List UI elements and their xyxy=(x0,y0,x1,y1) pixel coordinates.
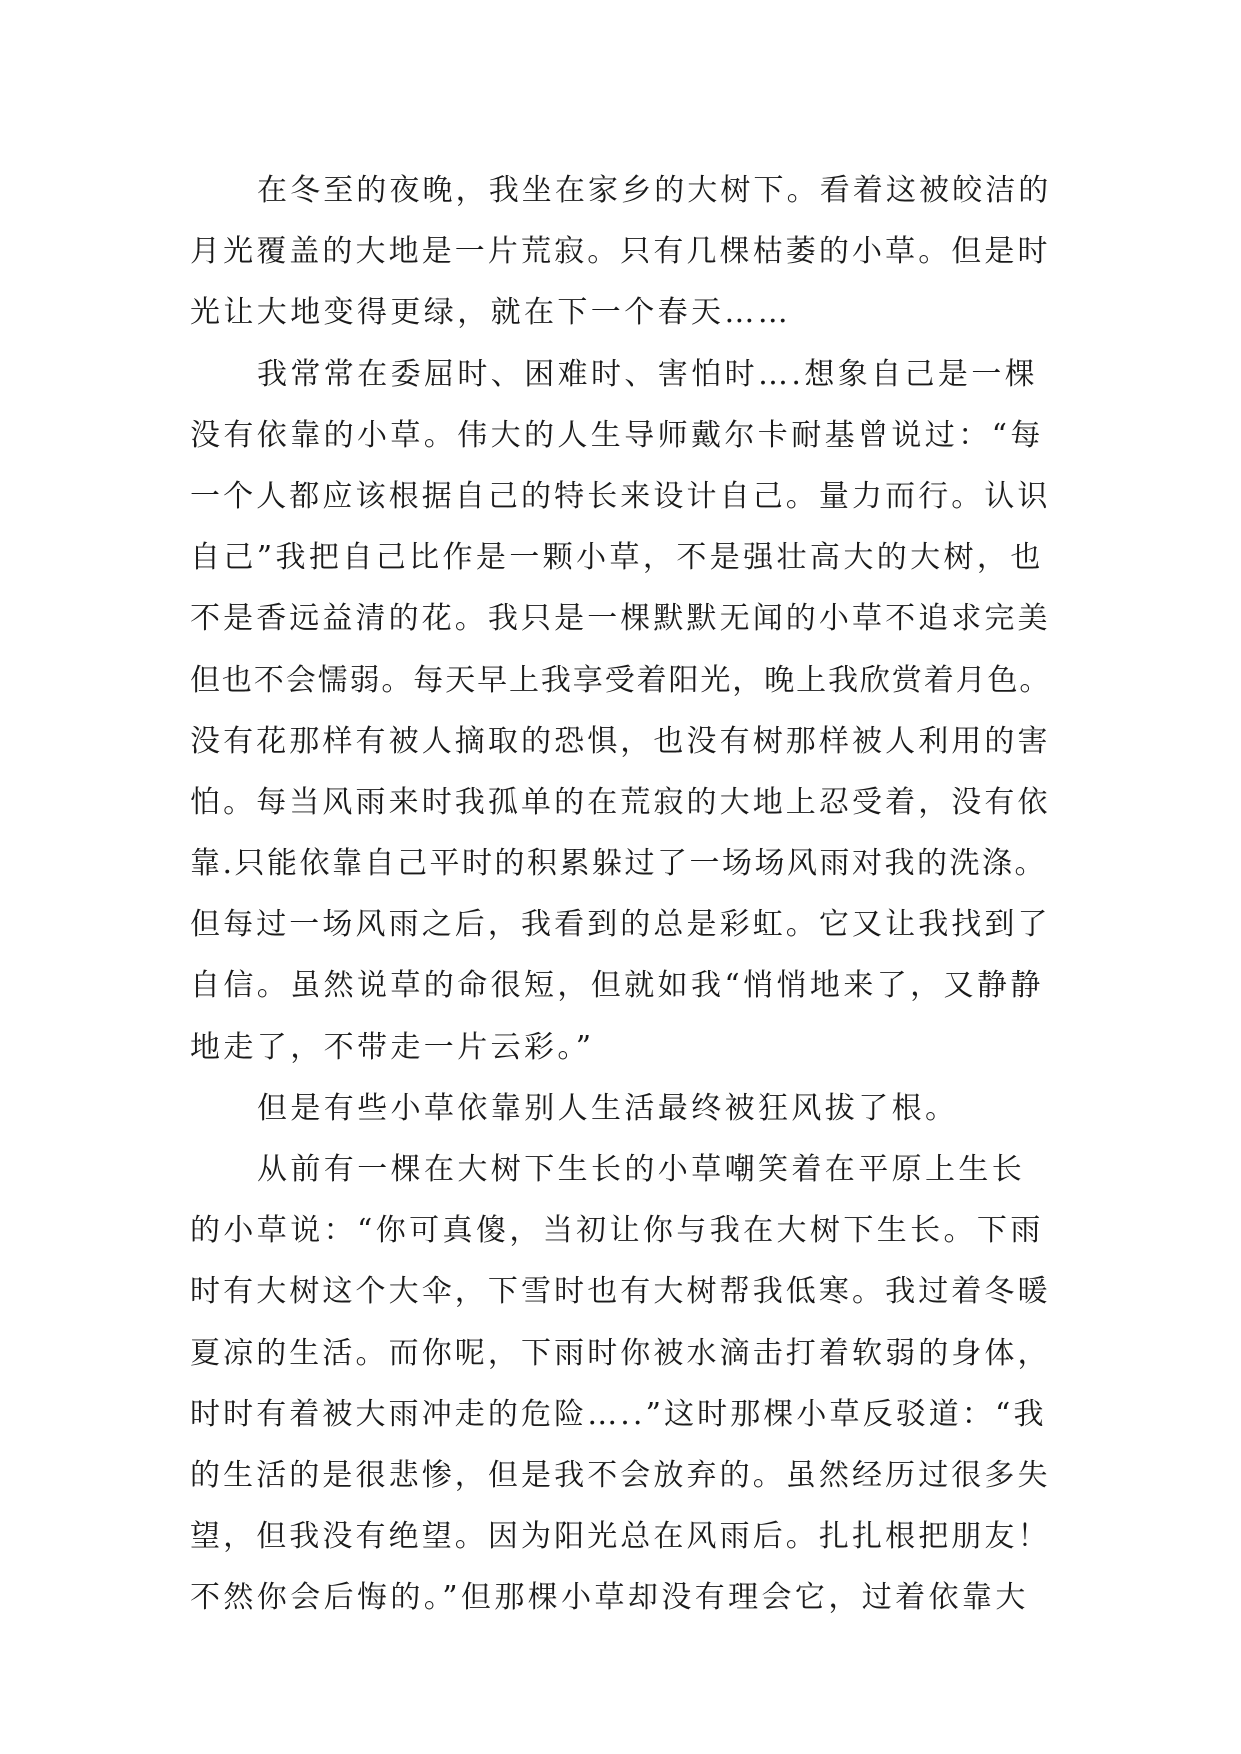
text-line: 没有依靠的小草。伟大的人生导师戴尔卡耐基曾说过：“每 xyxy=(190,417,1044,453)
text-line: 在冬至的夜晚，我坐在家乡的大树下。看着这被皎洁的 xyxy=(257,173,1052,208)
text-line: 不是香远益清的花。我只是一棵默默无闻的小草不追求完美 xyxy=(190,601,1051,637)
text-line: 的生活的是很悲惨，但是我不会放弃的。虽然经历过很多失 xyxy=(190,1457,1051,1493)
text-line: 但是有些小草依靠别人生活最终被狂风拔了根。 xyxy=(257,1090,959,1126)
text-line: 地走了，不带走一片云彩。” xyxy=(190,1029,595,1065)
text-line: 但每过一场风雨之后，我看到的总是彩虹。它又让我找到了 xyxy=(190,907,1051,943)
text-line: 不然你会后悔的。”但那棵小草却没有理会它，过着依靠大 xyxy=(190,1580,1029,1616)
text-line: 靠.只能依靠自己平时的积累躲过了一场场风雨对我的洗涤。 xyxy=(190,846,1048,882)
text-line: 我常常在委屈时、困难时、害怕时….想象自己是一棵 xyxy=(257,356,1039,392)
text-line: 怕。每当风雨来时我孤单的在荒寂的大地上忍受着，没有依 xyxy=(190,784,1051,820)
text-line: 没有花那样有被人摘取的恐惧，也没有树那样被人利用的害 xyxy=(190,723,1051,759)
text-line: 夏凉的生活。而你呢，下雨时你被水滴击打着软弱的身体， xyxy=(190,1335,1051,1371)
text-line: 从前有一棵在大树下生长的小草嘲笑着在平原上生长 xyxy=(257,1152,1026,1187)
text-line: 的小草说：“你可真傻，当初让你与我在大树下生长。下雨 xyxy=(190,1213,1044,1249)
body-text xyxy=(190,160,1054,1629)
text-line: 时有大树这个大伞，下雪时也有大树帮我低寒。我过着冬暖 xyxy=(190,1274,1051,1310)
text-line: 望，但我没有绝望。因为阳光总在风雨后。扎扎根把朋友！ xyxy=(190,1519,1051,1555)
text-line: 一个人都应该根据自己的特长来设计自己。量力而行。认识 xyxy=(190,478,1051,514)
text-line: 自己”我把自己比作是一颗小草，不是强壮高大的大树，也 xyxy=(190,540,1044,576)
text-line: 光让大地变得更绿，就在下一个春天…… xyxy=(190,295,792,331)
text-line: 月光覆盖的大地是一片荒寂。只有几棵枯萎的小草。但是时 xyxy=(190,234,1051,270)
text-line: 但也不会懦弱。每天早上我享受着阳光，晚上我欣赏着月色。 xyxy=(190,662,1052,698)
text-line: 自信。虽然说草的命很短，但就如我“悄悄地来了，又静静 xyxy=(190,968,1044,1004)
text-line: 时时有着被大雨冲走的危险…..”这时那棵小草反驳道：“我 xyxy=(190,1396,1047,1432)
